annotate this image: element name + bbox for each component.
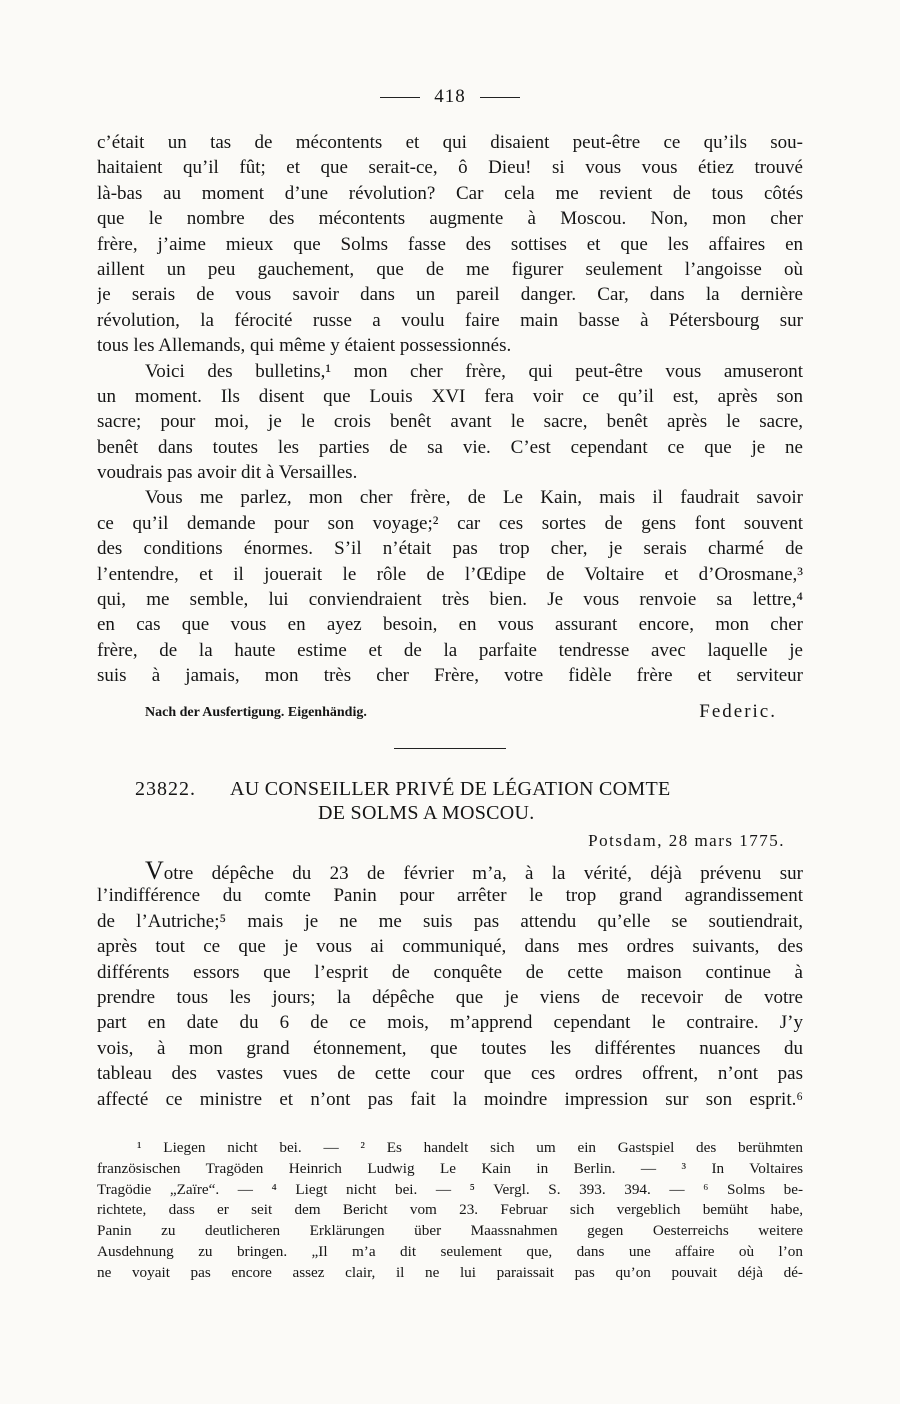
text-line: sacre; pour moi, je le crois benêt avant le sacre, benêt après le sacre, bbox=[97, 411, 803, 433]
footnote-line: ¹ Liegen nicht bei. — ² Es handelt sich um ein Gastspiel des berühmten bbox=[137, 1139, 803, 1156]
footnote-line: richtete, dass er seit dem Bericht vom 23. Februar sich vergeblich bemüht habe, bbox=[97, 1201, 803, 1219]
source-note: Nach der Ausfertigung. Eigenhändig. bbox=[145, 705, 367, 720]
text-line: c’était un tas de mécontents et qui disaient peut-être ce qu’ils sou- bbox=[97, 132, 803, 153]
text-line: révolution, la férocité russe a voulu faire main basse à Pétersbourg sur bbox=[97, 309, 803, 331]
text-line: je serais de vous savoir dans un pareil danger. Car, dans la dernière bbox=[97, 284, 803, 306]
text-line: tous les Allemands, qui même y étaient possessionnés. bbox=[97, 335, 512, 357]
footnotes bbox=[97, 1138, 803, 1284]
text-line: haitaient qu’il fût; et que serait-ce, ô Dieu! si vous vous étiez trouvé bbox=[97, 157, 803, 179]
footnote-line: französischen Tragöden Heinrich Ludwig Le Kain in Berlin. — ³ In Voltaires bbox=[97, 1159, 803, 1177]
first-line-text: otre dépêche du 23 de février m’a, à la vérité, déjà prévenu sur bbox=[163, 863, 803, 884]
book-page bbox=[97, 0, 803, 1404]
text-line: tableau des vastes vues de cette cour que ces ordres offrent, n’ont pas bbox=[97, 1063, 803, 1085]
drop-cap: V bbox=[145, 858, 164, 884]
footnote-line: Panin zu deutlicheren Erklärungen über Maassnahmen gegen Oesterreichs weitere bbox=[97, 1222, 803, 1240]
text-line: des conditions énormes. S’il n’était pas trop cher, je serais charmé de bbox=[97, 538, 803, 560]
page-header bbox=[97, 86, 803, 108]
text-line: un moment. Ils disent que Louis XVI fera voir ce qu’il est, après son bbox=[97, 385, 803, 407]
first-line bbox=[97, 858, 803, 883]
text-line: en cas que vous en ayez besoin, en vous assurant encore, mon cher bbox=[97, 614, 803, 636]
text-line: suis à jamais, mon très cher Frère, votre fidèle frère et serviteur bbox=[97, 665, 803, 687]
footnote-line: ne voyait pas encore assez clair, il ne lui paraissait pas qu’on pouvait déjà dé- bbox=[97, 1263, 803, 1281]
text-line: que le nombre des mécontents augmente à Moscou. Non, mon cher bbox=[97, 208, 803, 230]
signature: Federic. bbox=[699, 701, 777, 722]
text-line: affecté ce ministre et n’ont pas fait la moindre impression sur son esprit.⁶ bbox=[97, 1088, 803, 1110]
text-line: de l’Autriche;⁵ mais je ne me suis pas attendu qu’elle se soutiendrait, bbox=[97, 910, 803, 932]
footnote-line: Tragödie „Zaïre“. — ⁴ Liegt nicht bei. — ⁵ Vergl. S. 393. 394. — ⁶ Solms be- bbox=[97, 1180, 803, 1198]
letter2-body bbox=[97, 858, 803, 1112]
text-line: part en date du 6 de ce mois, m’apprend cependant le contraire. J’y bbox=[97, 1012, 803, 1034]
text-line: prendre tous les jours; la dépêche que je viens de recevoir de votre bbox=[97, 986, 803, 1008]
text-line: différents essors que l’esprit de conquête de cette maison continue à bbox=[97, 961, 803, 983]
text-line: qui, me semble, lui conviendraient très bien. Je vous renvoie sa lettre,⁴ bbox=[97, 589, 803, 611]
text-line: frère, j’aime mieux que Solms fasse des sottises et que les affaires en bbox=[97, 233, 803, 255]
header-rule-right bbox=[480, 97, 520, 98]
text-line: vois, à mon grand étonnement, que toutes les différentes nuances du bbox=[97, 1037, 803, 1059]
paragraph-start-line: Vous me parlez, mon cher frère, de Le Kain, mais il faudrait savoir bbox=[145, 487, 803, 509]
source-note-row bbox=[145, 701, 777, 722]
text-line: l’indifférence du comte Panin pour arrêter le trop grand agrandissement bbox=[97, 885, 803, 907]
text-line: voudrais pas avoir dit à Versailles. bbox=[97, 462, 358, 484]
dateline: Potsdam, 28 mars 1775. bbox=[588, 831, 785, 850]
text-line: frère, de la haute estime et de la parfaite tendresse avec laquelle je bbox=[97, 639, 803, 661]
text-line: là-bas au moment d’une révolution? Car cela me revient de tous côtés bbox=[97, 182, 803, 204]
text-line: aillent un peu gauchement, que de me figurer seulement l’angoisse où bbox=[97, 258, 803, 280]
text-line: après tout ce que je vous ai communiqué, dans mes ordres suivants, des bbox=[97, 936, 803, 958]
text-line: benêt dans toutes les parties de sa vie. C’est cependant ce que je ne bbox=[97, 436, 803, 458]
footnote-line: Ausdehnung zu bringen. „Il m’a dit seulement que, dans une affaire où l’on bbox=[97, 1242, 803, 1260]
letter-title-line-1: AU CONSEILLER PRIVÉ DE LÉGATION COMTE bbox=[230, 778, 671, 800]
section-divider bbox=[394, 748, 506, 749]
text-line: ce qu’il demande pour son voyage;² car ces sortes de gens font souvent bbox=[97, 512, 803, 534]
header-rule-left bbox=[380, 97, 420, 98]
letter-body bbox=[97, 130, 803, 689]
letter-title-line-2: DE SOLMS A MOSCOU. bbox=[318, 802, 535, 824]
page-number: 418 bbox=[434, 86, 466, 107]
letter-number: 23822. bbox=[135, 778, 196, 800]
text-line: l’entendre, et il jouerait le rôle de l’Œdipe de Voltaire et d’Orosmane,³ bbox=[97, 563, 803, 585]
paragraph-start-line: Voici des bulletins,¹ mon cher frère, qui peut-être vous amuseront bbox=[145, 360, 803, 382]
